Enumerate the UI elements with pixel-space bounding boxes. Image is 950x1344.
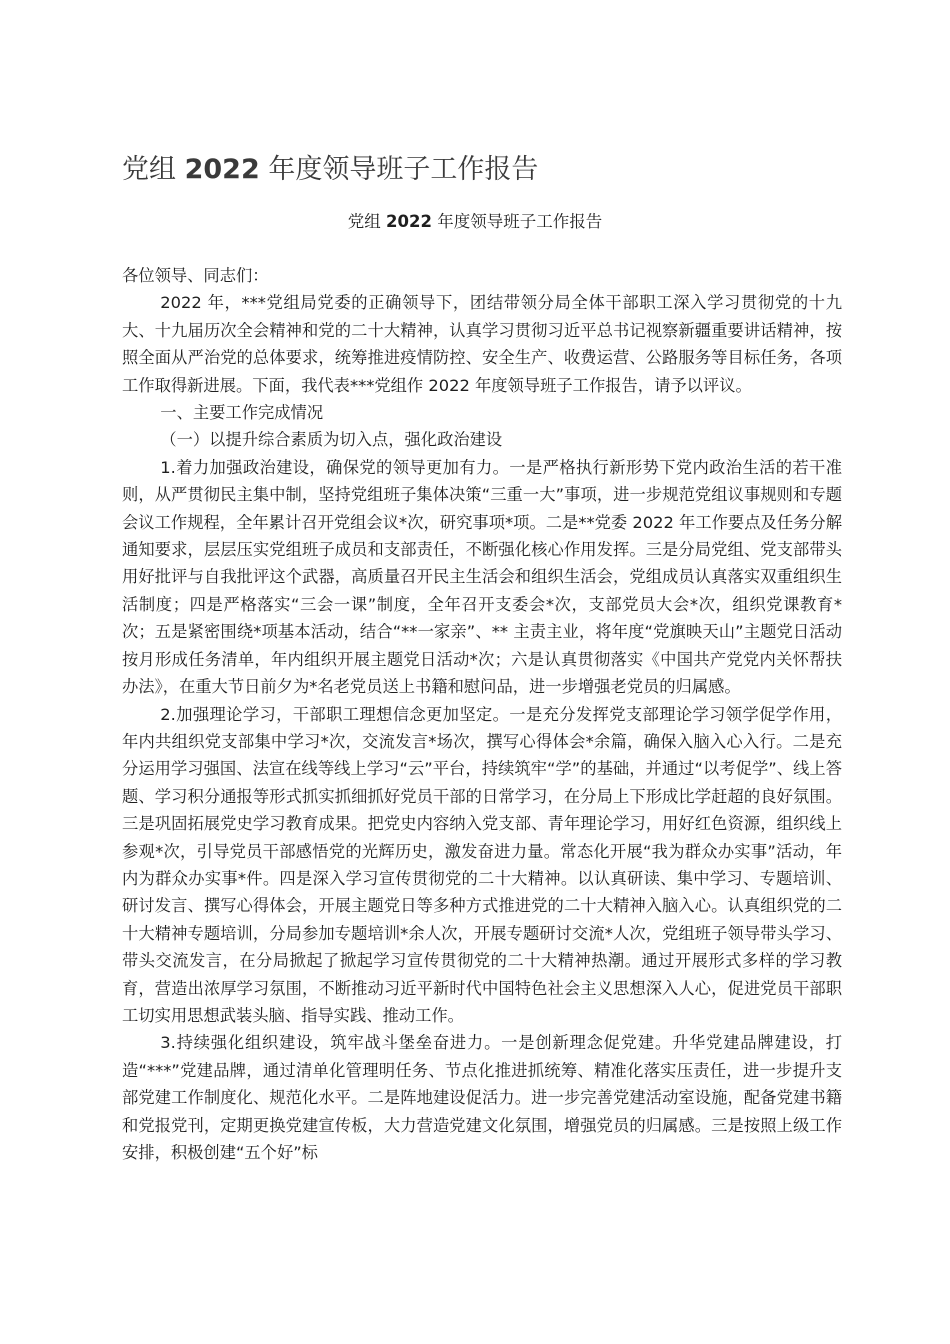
title-prefix: 党组 — [122, 154, 185, 185]
paragraph-political-building: 1.着力加强政治建设，确保党的领导更加有力。一是严格执行新形势下党内政治生活的若干准则，从严贯彻民主集中制，坚持党组班子集体决策“三重一大”事项，进一步规范党组议事规则和专题会议工作规程，全年累计召开党组会议*次，研究事项*项。二是**党委 2022 年工作要点及任务分解通知要求，层层压实党组班子成员和支部责任，不断强化核心作用发挥。三是分局党组、党支部带头用好批评与自我批评这个武器，高质量召开民主生活会和组织生活会，党组成员认真落实双重组织生活制度；四是严格落实“三会一课”制度，全年召开支委会*次，支部党员大会*次，组织党课教育*次；五是紧密围绕*项基本活动，结合“**一家亲”、** 主责主业，将年度“党旗映天山”主题党日活动按月形成任务清单，年内组织开展主题党日活动*次；六是认真贯彻落实《中国共产党党内关怀帮扶办法》，在重大节日前夕为*名老党员送上书籍和慰问品，进一步增强老党员的归属感。 — [122, 457, 842, 697]
section-heading: 一、主要工作完成情况 — [160, 403, 324, 423]
paragraph-organization-building: 3.持续强化组织建设，筑牢战斗堡垒奋进力。一是创新理念促党建。升华党建品牌建设，打造“***”党建品牌，通过清单化管理明任务、节点化推进抓统筹、精准化落实压责任，进一步提升支部党建工作制度化、规范化水平。二是阵地建设促活力。进一步完善党建活动室设施，配备党建书籍和党报党刊，定期更换党建宣传板，大力营造党建文化氛围，增强党员的归属感。三是按照上级工作安排，积极创建“五个好”标 — [122, 1033, 842, 1162]
document-title — [122, 150, 842, 190]
title-suffix: 年度领导班子工作报告 — [259, 154, 539, 185]
salutation: 各位领导、同志们： — [122, 266, 269, 285]
subtitle-prefix: 党组 — [347, 212, 387, 231]
subtitle-suffix: 年度领导班子工作报告 — [431, 212, 603, 231]
title-year: 2022 — [184, 154, 260, 185]
document-body — [122, 262, 842, 1166]
paragraph-intro: 2022 年，***党组局党委的正确领导下，团结带领分局全体干部职工深入学习贯彻党的十九大、十九届历次全会精神和党的二十大精神，认真学习贯彻习近平总书记视察新疆重要讲话精神，按照全面从严治党的总体要求，统筹推进疫情防控、安全生产、收费运营、公路服务等目标任务，各项工作取得新进展。下面，我代表***党组作 2022 年度领导班子工作报告，请予以评议。 — [122, 293, 842, 395]
paragraph-theory-study: 2.加强理论学习，干部职工理想信念更加坚定。一是充分发挥党支部理论学习领学促学作用，年内共组织党支部集中学习*次，交流发言*场次，撰写心得体会*余篇，确保入脑入心入行。二是充分运用学习强国、法宣在线等线上学习“云”平台，持续筑牢“学”的基础，并通过“以考促学”、线上答题、学习积分通报等形式抓实抓细抓好党员干部的日常学习，在分局上下形成比学赶超的良好氛围。三是巩固拓展党史学习教育成果。把党史内容纳入党支部、青年理论学习，用好红色资源，组织线上参观*次，引导党员干部感悟党的光辉历史，激发奋进力量。常态化开展“我为群众办实事”活动，年内为群众办实事*件。四是深入学习宣传贯彻党的二十大精神。以认真研读、集中学习、专题培训、研讨发言、撰写心得体会，开展主题党日等多种方式推进党的二十大精神入脑入心。认真组织党的二十大精神专题培训，分局参加专题培训*余人次，开展专题研讨交流*人次，党组班子领导带头学习、带头交流发言，在分局掀起了掀起学习宣传贯彻党的二十大精神热潮。通过开展形式多样的学习教育，营造出浓厚学习氛围，不断推动习近平新时代中国特色社会主义思想深入人心，促进党员干部职工切实用思想武装头脑、指导实践、推动工作。 — [122, 704, 842, 1025]
document-subtitle — [0, 209, 950, 235]
subtitle-year: 2022 — [386, 212, 432, 231]
subsection-heading: （一）以提升综合素质为切入点，强化政治建设 — [160, 430, 503, 450]
